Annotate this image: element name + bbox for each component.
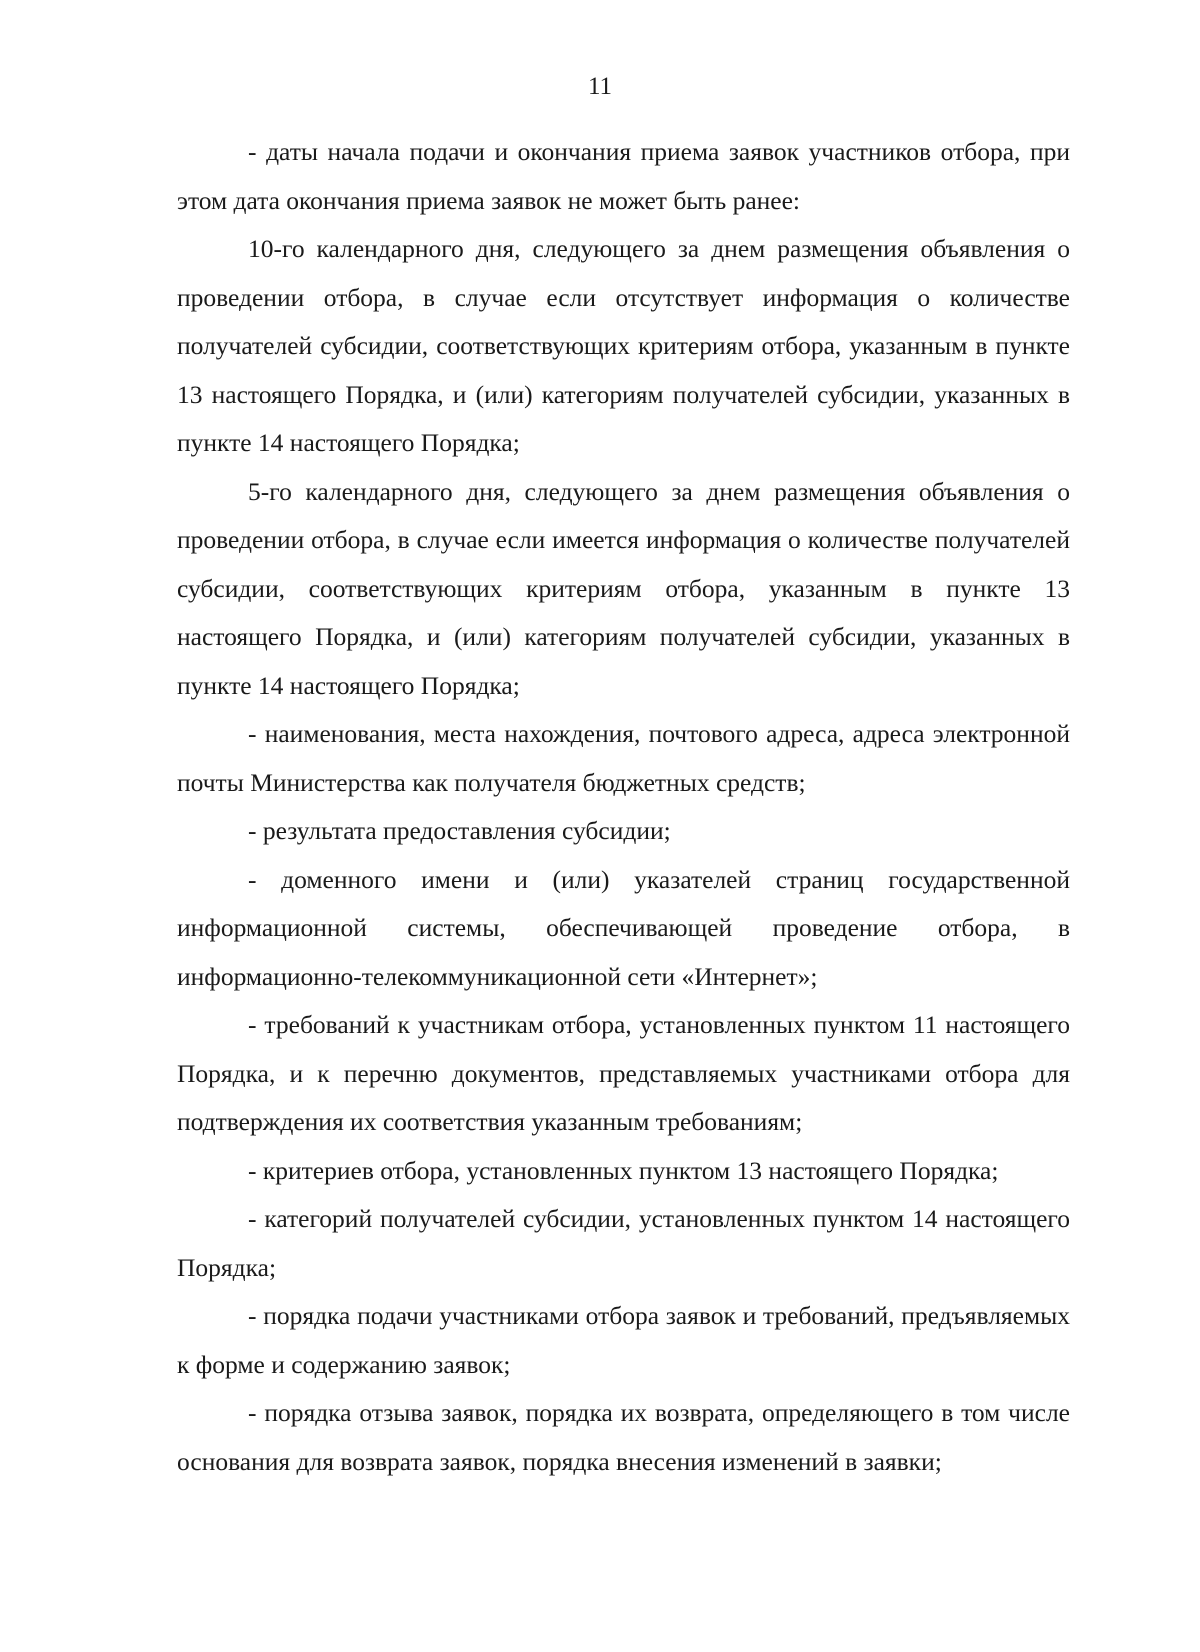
paragraph-selection-criteria: - критериев отбора, установленных пунктом 13 настоящего Порядка; [248, 1155, 999, 1185]
paragraph-recipient-categories: - категорий получателей субсидии, установленных пунктом 14 настоящего Порядка; [177, 1204, 1070, 1282]
paragraph-withdrawal-procedure: - порядка отзыва заявок, порядка их возврата, определяющего в том числе основания для возврата заявок, порядка внесения изменений в заявки; [177, 1398, 1070, 1476]
paragraph-domain-name: - доменного имени и (или) указателей страниц государственной информационной системы, обеспечивающей проведение отбора, в информационно-телекоммуникационной сети «Интернет»; [177, 864, 1070, 991]
page-number: 11 [587, 73, 613, 100]
paragraph-application-procedure: - порядка подачи участниками отбора заявок и требований, предъявляемых к форме и содержанию заявок; [177, 1301, 1070, 1379]
paragraph-10th-day: 10-го календарного дня, следующего за днем размещения объявления о проведении отбора, в случае если отсутствует информация о количестве получателей субсидии, соответствующих критериям отбора, указанным в пункте 13 настоящего Порядка, и (или) категориям получателей субсидии, указанных в пункте 14 настоящего Порядка; [177, 234, 1070, 457]
paragraph-participant-requirements: - требований к участникам отбора, установленных пунктом 11 настоящего Порядка, и к перечню документов, представляемых участниками отбора для подтверждения их соответствия указанным требованиям; [177, 1010, 1070, 1136]
paragraph-dates: - даты начала подачи и окончания приема заявок участников отбора, при этом дата окончания приема заявок не может быть ранее: [177, 137, 1070, 215]
paragraph-subsidy-result: - результата предоставления субсидии; [248, 816, 671, 845]
paragraph-ministry-address: - наименования, места нахождения, почтового адреса, адреса электронной почты Министерства как получателя бюджетных средств; [177, 719, 1070, 797]
document-body [177, 128, 1070, 1486]
paragraph-5th-day: 5-го календарного дня, следующего за днем размещения объявления о проведении отбора, в случае если имеется информация о количестве получателей субсидии, соответствующих критериям отбора, указанным в пункте 13 настоящего Порядка, и (или) категориям получателей субсидии, указанных в пункте 14 настоящего Порядка; [177, 476, 1070, 700]
